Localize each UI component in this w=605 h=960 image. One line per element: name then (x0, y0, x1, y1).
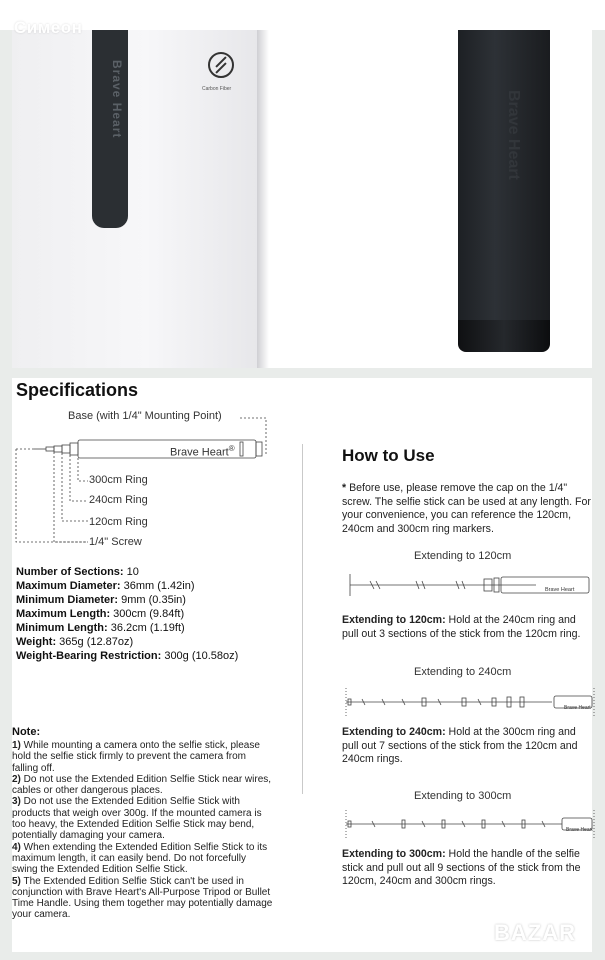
how-to-use-intro: * Before use, please remove the cap on the 1/4" screw. The selfie stick can be used at any length. For your convenience, you can reference the 120cm, 240cm and 300cm ring markers. (342, 482, 591, 535)
note-item: 4) When extending the Extended Edition Selfie Stick to its maximum length, it can easily bend. Do not forcefully swing the Extended Edition Selfie Stick. (12, 841, 268, 876)
stick-illustration-120 (346, 568, 594, 602)
note-item: 1) While mounting a camera onto the selfie stick, please hold the selfie stick firmly to prevent the camera from falling off. (12, 740, 260, 774)
stick-brand-label: Brave Heart (564, 705, 591, 711)
step-description: Extending to 240cm: Hold at the 300cm ring and pull out 7 sections of the stick from the 120cm and 240cm rings. (342, 726, 578, 765)
brand-logo-icon (208, 52, 234, 78)
label-120cm-ring: 120cm Ring (89, 516, 148, 528)
stick-illustration-240 (342, 688, 598, 716)
stick-diagram (12, 406, 302, 556)
info-panel (12, 378, 592, 952)
stick-brand-label: Brave Heart (566, 827, 593, 833)
step-description: Extending to 300cm: Hold the handle of the selfie stick and pull out all 9 sections of the stick from the 120cm, 240cm and 300cm rings. (342, 848, 581, 887)
box-shadow (257, 30, 269, 368)
column-divider (302, 444, 303, 794)
watermark-top: Cимеон (14, 18, 83, 37)
how-to-use-title: How to Use (342, 446, 435, 465)
spec-row: Maximum Diameter: 36mm (1.42in) (16, 580, 195, 592)
spec-row: Number of Sections: 10 (16, 566, 139, 578)
stick-illustration-300 (342, 810, 598, 838)
product-photo (12, 30, 592, 368)
step-caption: Extending to 240cm (414, 666, 512, 678)
spec-row: Minimum Length: 36.2cm (1.19ft) (16, 622, 185, 634)
label-screw: 1/4" Screw (89, 536, 142, 548)
step-caption: Extending to 300cm (414, 790, 512, 802)
top-strip (0, 0, 605, 30)
box-window-text: Brave Heart (110, 60, 124, 139)
product-box (12, 30, 257, 368)
label-300cm-ring: 300cm Ring (89, 474, 148, 486)
diagram-brand-label: Brave Heart® (170, 444, 235, 459)
label-240cm-ring: 240cm Ring (89, 494, 148, 506)
box-caption: Carbon Fiber (202, 86, 232, 92)
note-title: Note: (12, 726, 41, 738)
selfie-stick-cap (458, 320, 550, 352)
watermark-bottom: BAZAR (494, 920, 576, 945)
spec-row: Minimum Diameter: 9mm (0.35in) (16, 594, 186, 606)
note-list (12, 740, 274, 921)
specifications-title: Specifications (16, 380, 139, 400)
spec-row: Weight: 365g (12.87oz) (16, 636, 134, 648)
note-item: 3) Do not use the Extended Edition Selfie Stick with products that weigh over 300g. If the mounted camera is too heavy, the Extended Edition Selfie Stick may bend, potentially damaging your camera. (12, 796, 262, 842)
step-description: Extending to 120cm: Hold at the 240cm ring and pull out 3 sections of the stick from the 120cm ring. (342, 614, 581, 640)
stick-brand-label: Brave Heart (545, 587, 575, 593)
spec-row: Weight-Bearing Restriction: 300g (10.58oz) (16, 650, 239, 662)
spec-row: Maximum Length: 300cm (9.84ft) (16, 608, 185, 620)
stick-engraving: Brave Heart (505, 90, 522, 180)
diagram-base-label: Base (with 1/4" Mounting Point) (68, 410, 222, 422)
note-item: 5) The Extended Edition Selfie Stick can't be used in conjunction with Brave Heart's All-Purpose Tripod or Bullet Time Handle. Using them together may potentially damage your camera. (12, 875, 273, 921)
step-caption: Extending to 120cm (414, 550, 512, 562)
note-item: 2) Do not use the Extended Edition Selfie Stick near wires, cables or other dangerous places. (12, 773, 272, 797)
